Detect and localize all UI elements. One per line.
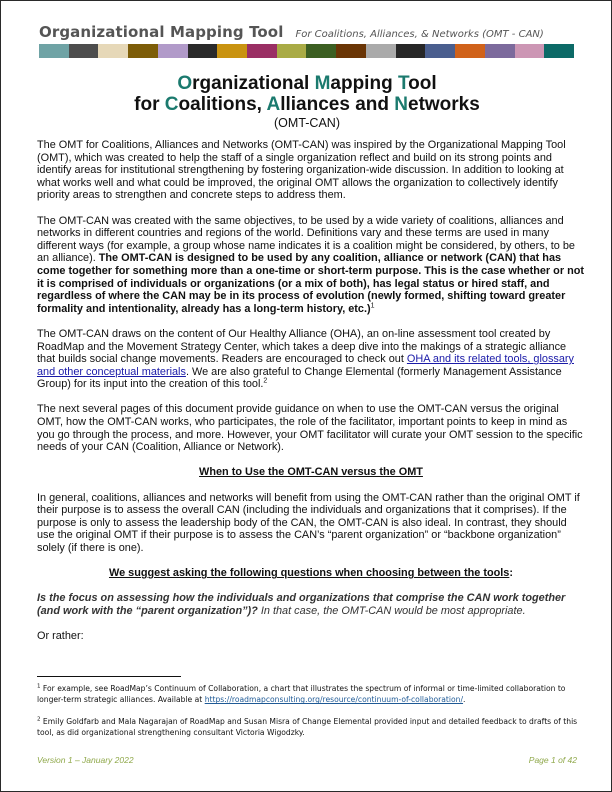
emphasis-text: The OMT-CAN is designed to be used by any coalition, alliance or network (CAN) that has come together for something more than a one-time or short-term purpose. This is the case whether or not it is comprised of individuals or organizations (or a mix of both), has legal status or hired staff, and regardless of where the CAN may be in its process of evolution (newly formed, shifting toward greater formality and intentionality, already has a long-term history, etc.) bbox=[37, 252, 585, 315]
color-swatch bbox=[485, 44, 515, 58]
title-initial: T bbox=[397, 73, 409, 94]
paragraph-guidance: The next several pages of this document provide guidance on when to use the OMT-CAN versus the original OMT, how the OMT-CAN works, who participates, the role of the facilitator, important points to keep in mind as you go through the process, and more. However, your OMT facilitator will curate your OMT session to the specific needs of your CAN (Coalition, Alliance or Network). bbox=[37, 403, 583, 454]
title-text: etworks bbox=[408, 94, 480, 115]
continuum-link[interactable]: https://roadmapconsulting.org/resource/continuum-of-collaboration/ bbox=[204, 695, 464, 705]
decorative-color-bar bbox=[39, 44, 574, 58]
color-swatch bbox=[336, 44, 366, 58]
document-title bbox=[1, 73, 612, 131]
paragraph-intro: The OMT for Coalitions, Alliances and Networks (OMT-CAN) was inspired by the Organizational Mapping Tool (OMT), which was created to help the staff of a single organization reflect and build on its strong points and identify areas for institutional strengthening by fostering organization-wide discussion. In addition to looking at what works well and what could be improved, the original OMT allows the organization to collectively identify priority areas to strengthen and concrete steps to address them. bbox=[37, 139, 566, 202]
running-footer bbox=[37, 755, 577, 765]
title-text: apping bbox=[330, 73, 398, 94]
question-1: Is the focus on assessing how the individuals and organizations that comprise the CAN work together (and work with the “parent organization”)? In that case, the OMT-CAN would be most appropriate. bbox=[37, 592, 566, 617]
color-swatch bbox=[425, 44, 455, 58]
color-swatch bbox=[128, 44, 158, 58]
title-text: ool bbox=[408, 73, 437, 94]
color-swatch bbox=[158, 44, 188, 58]
title-text: oalitions, bbox=[178, 94, 267, 115]
section-heading-questions: We suggest asking the following questions when choosing between the tools: bbox=[108, 567, 513, 580]
title-text: for bbox=[134, 94, 165, 115]
color-swatch bbox=[39, 44, 69, 58]
title-line-2 bbox=[1, 94, 612, 115]
page-number: Page 1 of 42 bbox=[528, 755, 577, 765]
color-swatch bbox=[396, 44, 426, 58]
color-swatch bbox=[69, 44, 99, 58]
footnote-ref-1[interactable]: 1 bbox=[370, 302, 375, 310]
paragraph-oha: The OMT-CAN draws on the content of Our Healthy Alliance (OHA), an on-line assessment tool created by RoadMap and the Movement Strategy Center, which takes a deep dive into the makings of a strategic alliance that builds social change movements. Readers are encouraged to check out OHA and its related tools, glossary and other conceptual materials. We are also grateful to Change Elemental (formerly Management Assistance Group) for its input into the creation of this tool.$^2$ bbox=[37, 327, 574, 391]
running-header bbox=[39, 23, 544, 41]
paragraph-objectives: The OMT-CAN was created with the same objectives, to be used by a wide variety of coalitions, alliances and networks in different countries and regions of the world. Definitions vary and these terms are used in many different ways (for example, a group whose name indicates it is a coalition might be considered, by others, to be an alliance). The OMT-CAN is designed to be used by any coalition, alliance or network (CAN) that has come together for something more than a one-time or short-term purpose. This is the case whether or not it is comprised of individuals or organizations (or a mix of both), has legal status or hired staff, and regardless of where the CAN may be in its process of evolution (newly formed, shifting toward greater formality and intentionality, already has a long-term history, etc.)$^1$ bbox=[37, 214, 585, 315]
color-swatch bbox=[277, 44, 307, 58]
version-label: Version 1 – January 2022 bbox=[37, 755, 134, 765]
title-acronym: (OMT-CAN) bbox=[274, 116, 340, 130]
color-swatch bbox=[188, 44, 218, 58]
title-initial: M bbox=[314, 73, 331, 94]
color-swatch bbox=[217, 44, 247, 58]
title-initial: N bbox=[394, 94, 408, 115]
or-rather-text: Or rather: bbox=[37, 630, 84, 643]
footnote-ref-2[interactable]: 2 bbox=[263, 377, 268, 385]
title-line-1 bbox=[1, 73, 612, 94]
color-swatch bbox=[544, 44, 574, 58]
color-swatch bbox=[455, 44, 485, 58]
document-body bbox=[37, 139, 585, 655]
title-text: lliances and bbox=[280, 94, 395, 115]
title-initial: A bbox=[266, 94, 281, 115]
title-initial: C bbox=[164, 94, 179, 115]
color-swatch bbox=[515, 44, 545, 58]
paragraph-general: In general, coalitions, alliances and networks will benefit from using the OMT-CAN rather than the original OMT if their purpose is to assess the overall CAN (including the individuals and organizations that it comprises). If the purpose is only to assess the leadership body of the CAN, the OMT-CAN is also ideal. In contrast, they should use the original OMT if their purpose is to assess the CAN’s “parent organization” or “backbone organization” solely (if there is one). bbox=[37, 491, 580, 554]
color-swatch bbox=[366, 44, 396, 58]
title-text: rganizational bbox=[192, 73, 315, 94]
header-subtitle: For Coalitions, Alliances, & Networks (OMT - CAN) bbox=[295, 29, 544, 40]
color-swatch bbox=[98, 44, 128, 58]
footnotes bbox=[37, 683, 587, 749]
footnote-separator bbox=[37, 676, 181, 677]
footnote-1: $^1$ For example, see RoadMap’s Continuum of Collaboration, a chart that illustrates the spectrum of informal or time-limited collaboration to longer-term strategic alliances. Available at https://roadmapconsulting.org/resource/continuum-of-collaboration/. bbox=[37, 683, 566, 705]
oha-link[interactable]: OHA and its related tools, glossary and other conceptual materials bbox=[37, 353, 574, 378]
footnote-2: $^2$ Emily Goldfarb and Mala Nagarajan of RoadMap and Susan Misra of Change Elemental provided input and detailed feedback to drafts of this tool, as did organizational strengthening consultant Victoria Wigodzky. bbox=[37, 716, 578, 738]
header-brand: Organizational Mapping Tool bbox=[39, 23, 284, 41]
color-swatch bbox=[247, 44, 277, 58]
title-initial: O bbox=[177, 73, 193, 94]
color-swatch bbox=[306, 44, 336, 58]
section-heading-when-to-use: When to Use the OMT-CAN versus the OMT bbox=[199, 466, 423, 479]
